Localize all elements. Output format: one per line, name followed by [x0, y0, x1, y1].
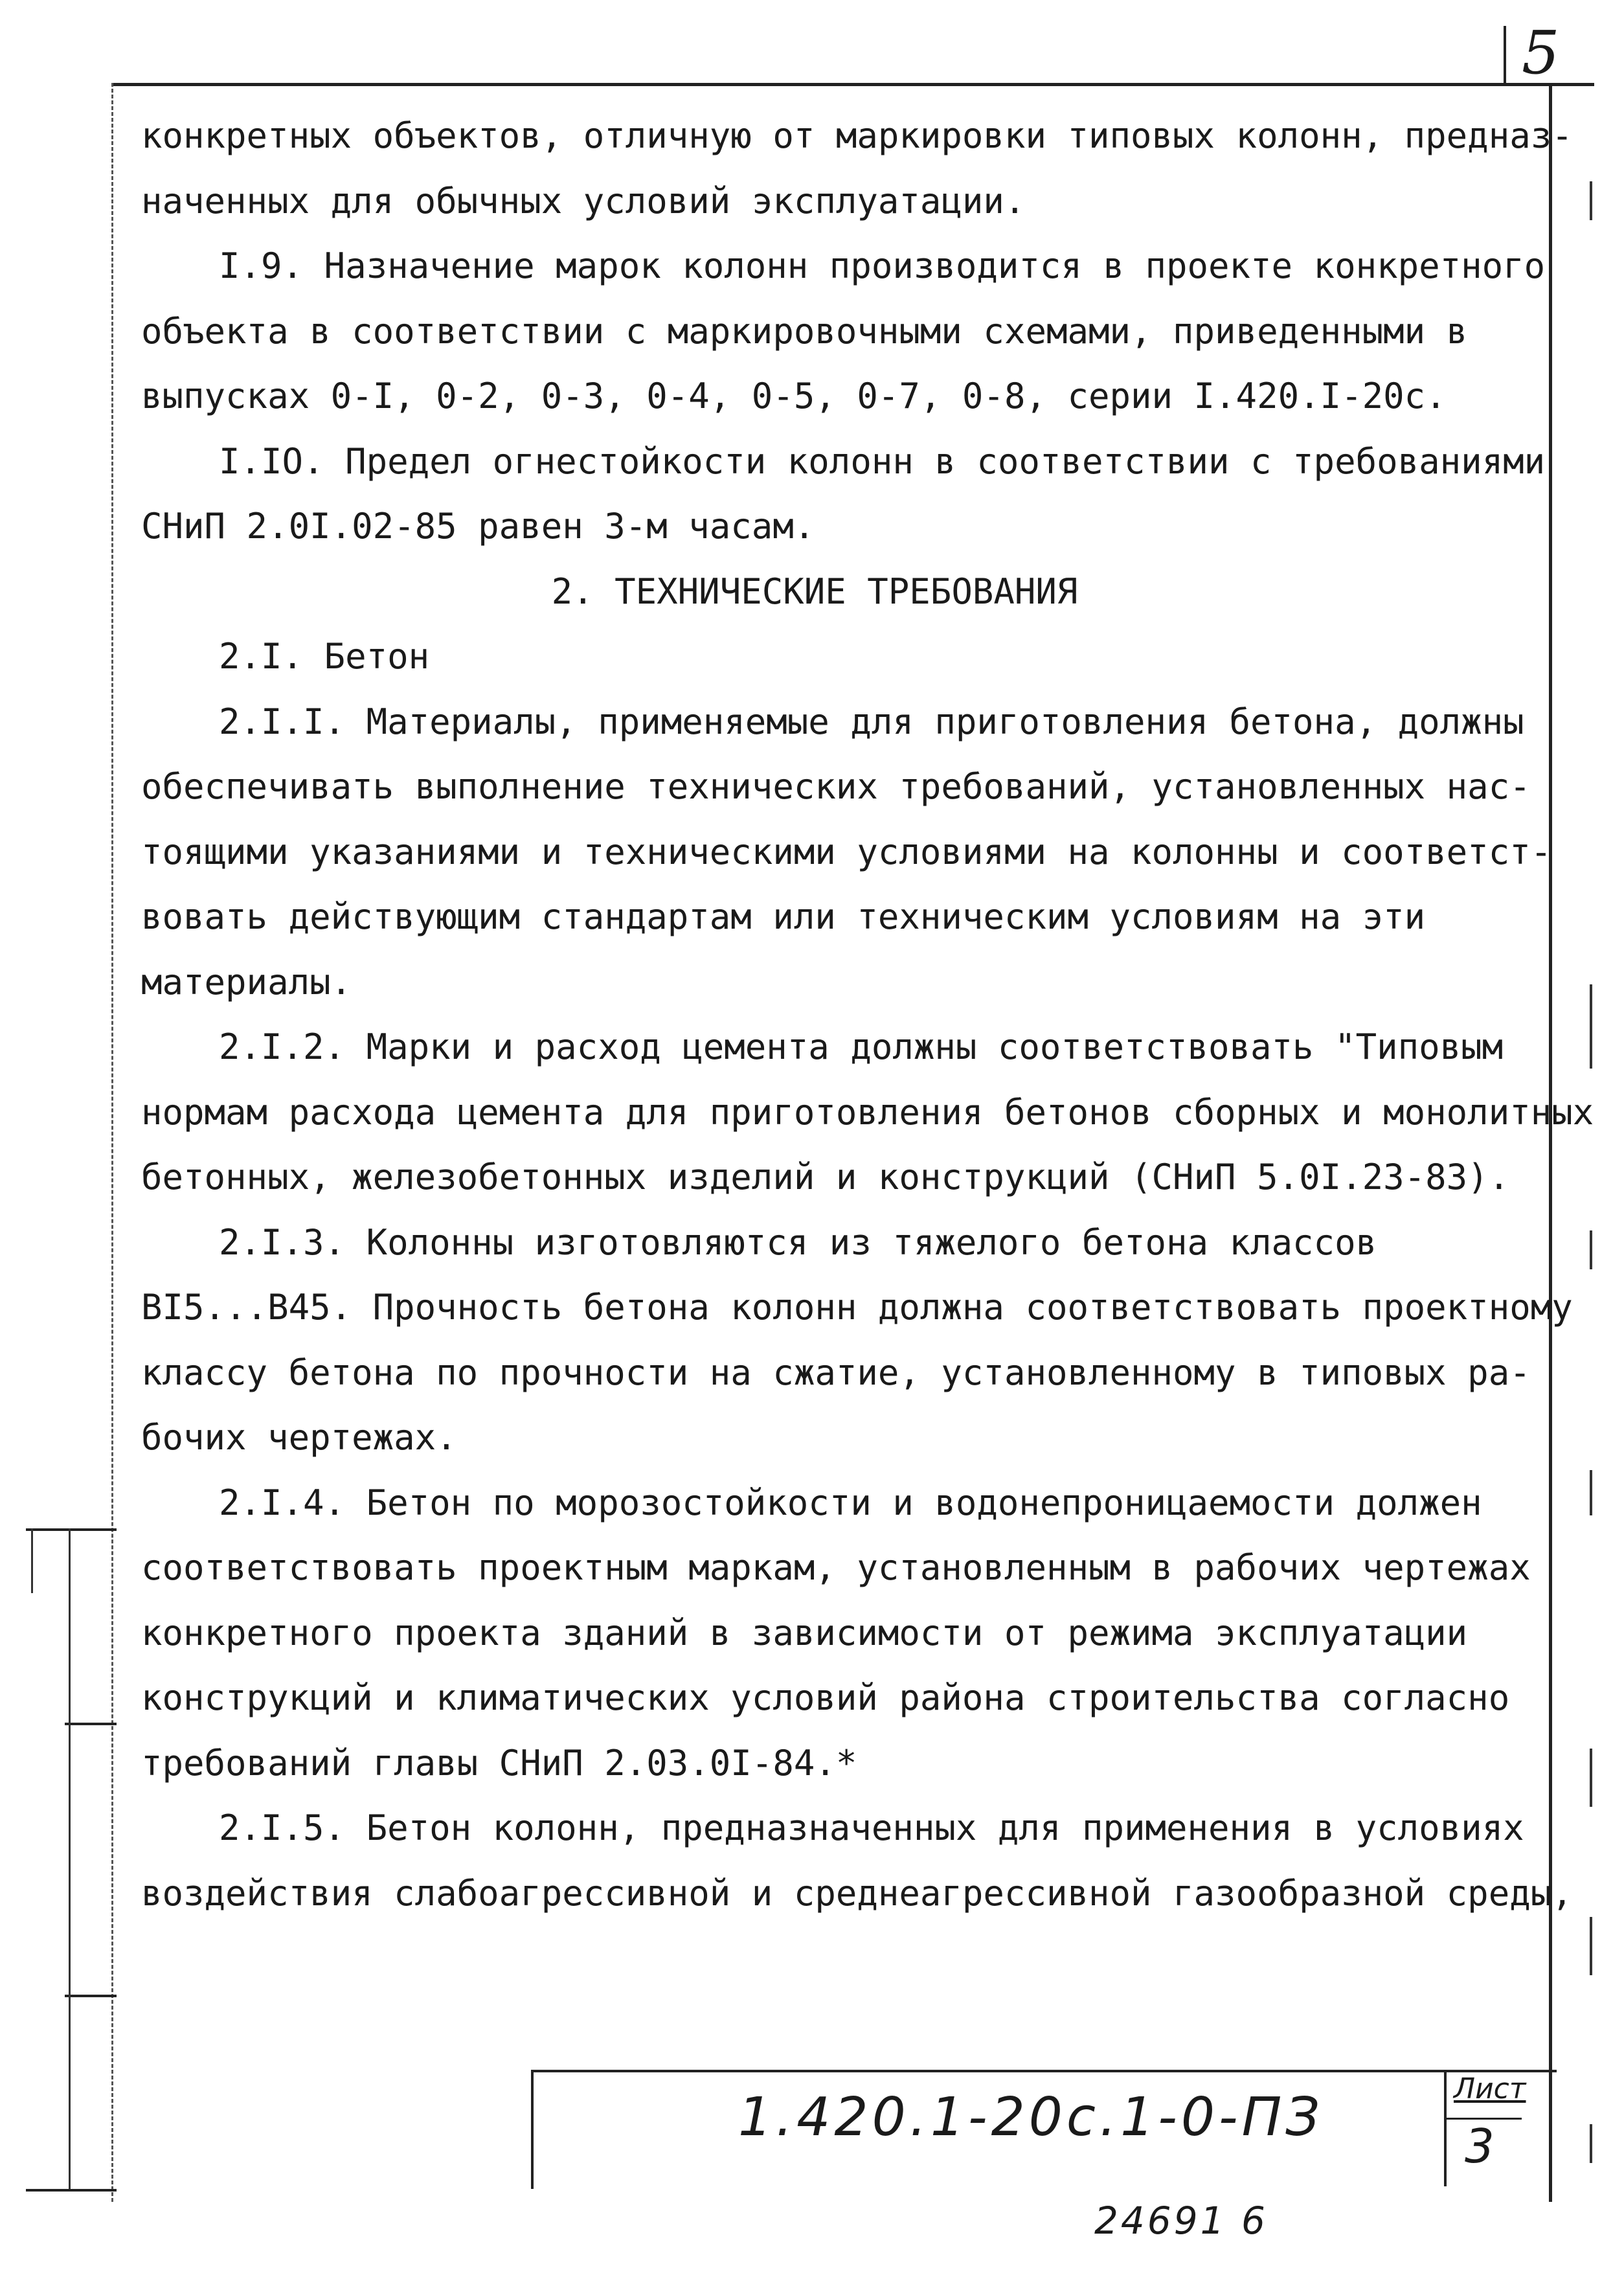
- edge-mark: [1590, 1230, 1592, 1269]
- document-body: [141, 104, 1594, 1926]
- frame-top-border: [111, 83, 1594, 86]
- text-line: вовать действующим стандартам или техническим условиям на эти: [141, 896, 1426, 937]
- paragraph-2-1-2: 2.I.2. Марки и расход цемента должны соответствовать "Типовым: [219, 1026, 1504, 1067]
- document-code: 1.420.1-20с.1-0-ПЗ: [738, 2087, 1324, 2148]
- paragraph-2-1-1: 2.I.I. Материалы, применяемые для приготовления бетона, должны: [219, 701, 1524, 742]
- paragraph-2-1-3: 2.I.3. Колонны изготовляются из тяжелого бетона классов: [219, 1221, 1377, 1263]
- paragraph-2-1-5: 2.I.5. Бетон колонн, предназначенных для применения в условиях: [219, 1807, 1524, 1848]
- margin-line: [26, 1528, 117, 1531]
- right-edge-marks: [1590, 181, 1596, 2189]
- text-line: СНиП 2.0I.02-85 равен 3-м часам.: [141, 506, 815, 547]
- section-heading: 2. ТЕХНИЧЕСКИЕ ТРЕБОВАНИЯ: [551, 571, 1078, 612]
- text-line: классу бетона по прочности на сжатие, установленному в типовых ра-: [141, 1352, 1531, 1393]
- margin-line: [26, 2189, 117, 2192]
- inventory-number: 24691 6: [1094, 2199, 1268, 2243]
- left-margin-stamp-lines: [26, 1528, 117, 2202]
- sheet-label: Лист: [1454, 2072, 1526, 2105]
- text-line: бочих чертежах.: [141, 1417, 457, 1458]
- edge-mark: [1590, 1470, 1592, 1515]
- text-line: соответствовать проектным маркам, установленным в рабочих чертежах: [141, 1547, 1531, 1588]
- margin-line: [65, 1995, 117, 1997]
- edge-mark: [1590, 2124, 1592, 2163]
- margin-line: [31, 1528, 33, 1593]
- margin-line: [69, 1528, 71, 2189]
- text-line: конкретных объектов, отличную от маркировки типовых колонн, предназ-: [141, 115, 1573, 156]
- edge-mark: [1590, 1749, 1592, 1807]
- text-line: бетонных, железобетонных изделий и конструкций (СНиП 5.0I.23-83).: [141, 1157, 1510, 1197]
- margin-line: [65, 1723, 117, 1725]
- text-line: наченных для обычных условий эксплуатации.: [141, 180, 1026, 221]
- text-line: требований главы СНиП 2.03.0I-84.*: [141, 1742, 857, 1784]
- text-line: объекта в соответствии с маркировочными схемами, приведенными в: [141, 310, 1468, 352]
- paragraph-2-1-4: 2.I.4. Бетон по морозостойкости и водонепроницаемости должен: [219, 1482, 1482, 1523]
- edge-mark: [1590, 1917, 1592, 1975]
- text-line: обеспечивать выполнение технических требований, установленных нас-: [141, 766, 1531, 807]
- text-line: нормам расхода цемента для приготовления бетонов сборных и монолитных: [141, 1091, 1594, 1133]
- paragraph-1-10: I.IO. Предел огнестойкости колонн в соответствии с требованиями: [219, 440, 1546, 482]
- text-line: воздействия слабоагрессивной и среднеагрессивной газообразной среды,: [141, 1872, 1573, 1914]
- text-line: BI5...B45. Прочность бетона колонн должна соответствовать проектному: [141, 1287, 1573, 1328]
- text-line: конкретного проекта зданий в зависимости от режима эксплуатации: [141, 1612, 1468, 1653]
- edge-mark: [1590, 984, 1592, 1069]
- paragraph-1-9: I.9. Назначение марок колонн производится в проекте конкретного: [219, 245, 1546, 286]
- text-line: материалы.: [141, 961, 352, 1003]
- text-line: конструкций и климатических условий района строительства согласно: [141, 1677, 1510, 1718]
- sheet-number: 5: [1522, 18, 1560, 87]
- text-line: тоящими указаниями и техническими условиями на колонны и соответст-: [141, 831, 1552, 872]
- subsection-heading: 2.I. Бетон: [219, 636, 430, 677]
- text-line: выпусках 0-I, 0-2, 0-3, 0-4, 0-5, 0-7, 0-8, серии I.420.I-20с.: [141, 376, 1447, 416]
- sheet-page-number: 3: [1465, 2119, 1494, 2173]
- edge-mark: [1590, 181, 1592, 220]
